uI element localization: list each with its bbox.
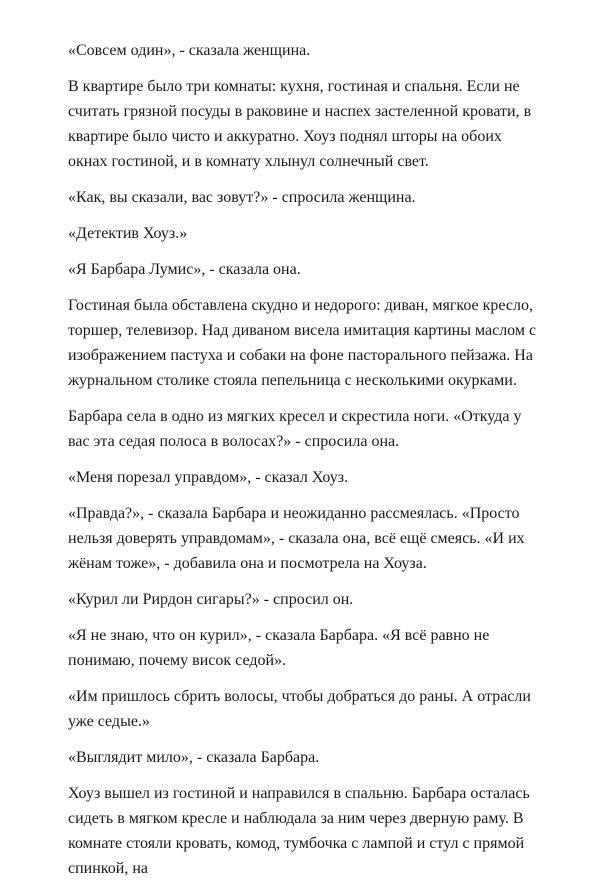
paragraph: «Я не знаю, что он курил», - сказала Барбара. «Я всё равно не понимаю, почему висок седой». [68, 627, 490, 669]
paragraph: «Меня порезал управдом», - сказал Хоуз. [68, 469, 349, 486]
paragraph: «Им пришлось сбрить волосы, чтобы добраться до раны. А отрасли уже седые.» [68, 688, 531, 730]
paragraph: «Как, вы сказали, вас зовут?» - спросила женщина. [68, 189, 416, 206]
paragraph: «Совсем один», - сказала женщина. [68, 42, 311, 59]
paragraph: В квартире было три комнаты: кухня, гостиная и спальня. Если не считать грязной посуды в раковине и наспех застеленной кровати, в квартире было чисто и аккуратно. Хоуз поднял шторы на обоих окнах гостиной, и в комнату хлынул солнечный свет. [68, 78, 532, 170]
document-page [68, 38, 538, 892]
paragraph: «Правда?», - сказала Барбара и неожиданно рассмеялась. «Просто нельзя доверять управдомам», - сказала она, всё ещё смеясь. «И их жёнам тоже», - добавила она и посмотрела на Хоуза. [68, 505, 525, 572]
paragraph: Барбара села в одно из мягких кресел и скрестила ноги. «Откуда у вас эта седая полоса в волосах?» - спросила она. [68, 408, 522, 450]
paragraph: «Детектив Хоуз.» [68, 225, 188, 242]
paragraph: «Выглядит мило», - сказала Барбара. [68, 749, 320, 766]
paragraph: Гостиная была обставлена скудно и недорого: диван, мягкое кресло, торшер, телевизор. Над диваном висела имитация картины маслом с изображением пастуха и собаки на фоне пасторального пейзажа. На журнальном столике стояла пепельница с несколькими окурками. [68, 297, 537, 389]
paragraph: «Я Барбара Лумис», - сказала она. [68, 261, 301, 278]
paragraph: Хоуз вышел из гостиной и направился в спальню. Барбара осталась сидеть в мягком кресле и наблюдала за ним через дверную раму. В комнате стояли кровать, комод, тумбочка с лампой и стул с прямой спинкой, на [68, 785, 530, 877]
paragraph: «Курил ли Рирдон сигары?» - спросил он. [68, 591, 354, 608]
